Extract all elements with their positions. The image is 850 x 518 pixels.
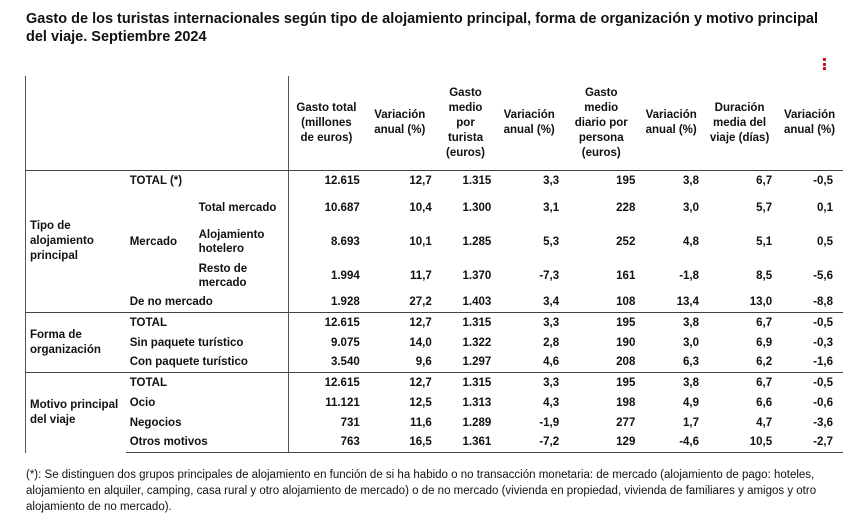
- cell: 1.315: [462, 174, 492, 187]
- cell: 3,4: [543, 296, 560, 309]
- cell: -5,6: [813, 269, 833, 282]
- table-row: [26, 373, 844, 393]
- row-label: Ocio: [129, 396, 156, 409]
- cell: 12.615: [289, 373, 364, 393]
- table-row: [26, 353, 844, 373]
- footnote: (*): Se distinguen dos grupos principales de alojamiento en función de si ha habido o no transacción monetaria: de mercado (alojamiento de pago: hoteles, alojamiento en alquiler, camping, casa rural y otro alojamiento de mercado) o de no mercado (vivienda en propiedad, vivienda de familiares y amigos y otro alojamiento de no mercado).: [26, 469, 817, 513]
- cell: 4,8: [683, 235, 700, 248]
- cell: 12,7: [409, 174, 432, 187]
- cell: 8,5: [756, 269, 773, 282]
- cell: 14,0: [409, 336, 432, 349]
- cell: 129: [563, 433, 639, 453]
- cell: 12,7: [364, 313, 436, 333]
- menu-dot: [823, 63, 826, 66]
- cell: 1.928: [289, 293, 364, 313]
- cell: 1.994: [289, 259, 364, 293]
- row-label: Otros motivos: [126, 433, 289, 453]
- cell: 12.615: [289, 313, 364, 333]
- menu-dot: [823, 67, 826, 70]
- cell: 277: [616, 416, 636, 429]
- header-row: [26, 76, 844, 171]
- cell: 5,7: [756, 201, 773, 214]
- group-motivo: Motivo principal del viaje: [26, 373, 126, 453]
- cell: 13,4: [676, 296, 700, 309]
- cell: 13,0: [749, 296, 773, 309]
- cell: 108: [616, 296, 636, 309]
- header-col-6: Variación anual (%): [639, 76, 703, 171]
- table-row: [26, 191, 844, 225]
- cell: 3.540: [289, 353, 364, 373]
- cell: 195: [563, 373, 639, 393]
- cell: 1.403: [462, 296, 492, 309]
- table-row: [26, 433, 844, 453]
- cell: -1,9: [539, 416, 560, 429]
- cell: 4,3: [543, 396, 560, 409]
- cell: 6,2: [756, 356, 773, 369]
- cell: 1.322: [462, 336, 492, 349]
- table-row: [26, 171, 844, 191]
- cell: -8,8: [813, 296, 833, 309]
- header-col-1: Gasto total (millones de euros): [289, 76, 364, 171]
- row-label: Sin paquete turístico: [129, 336, 244, 349]
- row-label: De no mercado: [129, 296, 213, 309]
- cell: 11,6: [410, 416, 432, 429]
- header-col-3: Gasto medio por turista (euros): [436, 76, 496, 171]
- cell: 6,3: [683, 356, 700, 369]
- cell: -0,3: [813, 336, 833, 349]
- header-col-7: Duración media del viaje (días): [703, 76, 776, 171]
- cell: 5,3: [543, 235, 560, 248]
- table-row: [26, 413, 844, 433]
- cell: 4,6: [543, 356, 560, 369]
- cell: 3,0: [683, 336, 700, 349]
- header-col-4: Variación anual (%): [495, 76, 563, 171]
- cell: 3,8: [683, 174, 700, 187]
- header-col-5: Gasto medio diario por persona (euros): [563, 76, 639, 171]
- cell: 12,7: [364, 373, 436, 393]
- group-organizacion: Forma de organización: [26, 313, 126, 373]
- cell: -0,5: [776, 313, 843, 333]
- cell: 1.370: [462, 269, 492, 282]
- cell: 11,7: [410, 269, 432, 282]
- row-label: TOTAL: [126, 373, 289, 393]
- cell: 3,3: [543, 174, 560, 187]
- vertical-dots-icon[interactable]: [821, 58, 827, 70]
- row-label: Con paquete turístico: [129, 356, 248, 369]
- row-label: Negocios: [129, 416, 182, 429]
- row-label: TOTAL (*): [129, 174, 183, 187]
- cell: -0,6: [813, 396, 833, 409]
- cell: 11.121: [289, 393, 364, 413]
- cell: -0,5: [813, 174, 833, 187]
- cell: 27,2: [409, 296, 432, 309]
- cell: 208: [616, 356, 636, 369]
- cell: 9,6: [415, 356, 432, 369]
- cell: 6,6: [756, 396, 773, 409]
- cell: 0,5: [817, 235, 833, 248]
- cell: 3,3: [495, 313, 563, 333]
- cell: 252: [616, 235, 636, 248]
- cell: 1.315: [436, 373, 496, 393]
- cell: 1.361: [436, 433, 496, 453]
- cell: 195: [616, 174, 636, 187]
- cell: 161: [616, 269, 636, 282]
- cell: 6,9: [756, 336, 773, 349]
- header-blank: [26, 76, 289, 171]
- table-row: [26, 393, 844, 413]
- cell: 1.300: [462, 201, 492, 214]
- cell: 4,9: [683, 396, 700, 409]
- cell: 3,3: [495, 373, 563, 393]
- cell: 9.075: [289, 333, 364, 353]
- cell: 10,1: [409, 235, 432, 248]
- cell: -1,6: [813, 356, 833, 369]
- cell: 6,7: [703, 313, 776, 333]
- cell: 1.289: [462, 416, 492, 429]
- cell: 10.687: [289, 191, 364, 225]
- cell: 3,8: [639, 313, 703, 333]
- cell: 763: [289, 433, 364, 453]
- cell: 6,7: [703, 373, 776, 393]
- page-title: Gasto de los turistas internacionales según tipo de alojamiento principal, forma de organización y motivo principal del viaje. Septiembre 2024: [26, 11, 819, 45]
- cell: -4,6: [639, 433, 703, 453]
- cell: 1.285: [462, 235, 492, 248]
- cell: -2,7: [776, 433, 843, 453]
- cell: 8.693: [289, 225, 364, 259]
- cell: -0,5: [776, 373, 843, 393]
- cell: 731: [289, 413, 364, 433]
- subgroup-mercado: Mercado: [129, 235, 178, 248]
- cell: 1.297: [462, 356, 492, 369]
- table-row: [26, 313, 844, 333]
- row-label: TOTAL: [126, 313, 289, 333]
- cell: 12,5: [409, 396, 432, 409]
- cell: 3,0: [683, 201, 700, 214]
- cell: -3,6: [813, 416, 833, 429]
- header-col-2: Variación anual (%): [364, 76, 436, 171]
- menu-dot: [823, 58, 826, 61]
- cell: 6,7: [756, 174, 773, 187]
- data-table: [25, 76, 843, 453]
- cell: 195: [563, 313, 639, 333]
- cell: 1.313: [462, 396, 492, 409]
- cell: 16,5: [364, 433, 436, 453]
- header-col-8: Variación anual (%): [776, 76, 843, 171]
- row-label: Total mercado: [198, 201, 277, 214]
- cell: 198: [616, 396, 636, 409]
- cell: 5,1: [756, 235, 773, 248]
- table-row: [26, 333, 844, 353]
- cell: 2,8: [543, 336, 560, 349]
- cell: 190: [616, 336, 636, 349]
- cell: 4,7: [756, 416, 773, 429]
- group-alojamiento: Tipo de alojamiento principal: [26, 171, 126, 313]
- row-label: Resto de mercado: [198, 262, 248, 289]
- cell: 0,1: [817, 201, 833, 214]
- cell: 3,8: [639, 373, 703, 393]
- cell: 10,4: [409, 201, 432, 214]
- cell: 1.315: [436, 313, 496, 333]
- table-row: [26, 293, 844, 313]
- row-label: Alojamiento hotelero: [198, 228, 265, 255]
- cell: -7,2: [495, 433, 563, 453]
- cell: 1,7: [683, 416, 700, 429]
- cell: 3,1: [543, 201, 560, 214]
- cell: 10,5: [703, 433, 776, 453]
- cell: -1,8: [679, 269, 700, 282]
- cell: 228: [616, 201, 636, 214]
- cell: -7,3: [539, 269, 560, 282]
- cell: 12.615: [289, 171, 364, 191]
